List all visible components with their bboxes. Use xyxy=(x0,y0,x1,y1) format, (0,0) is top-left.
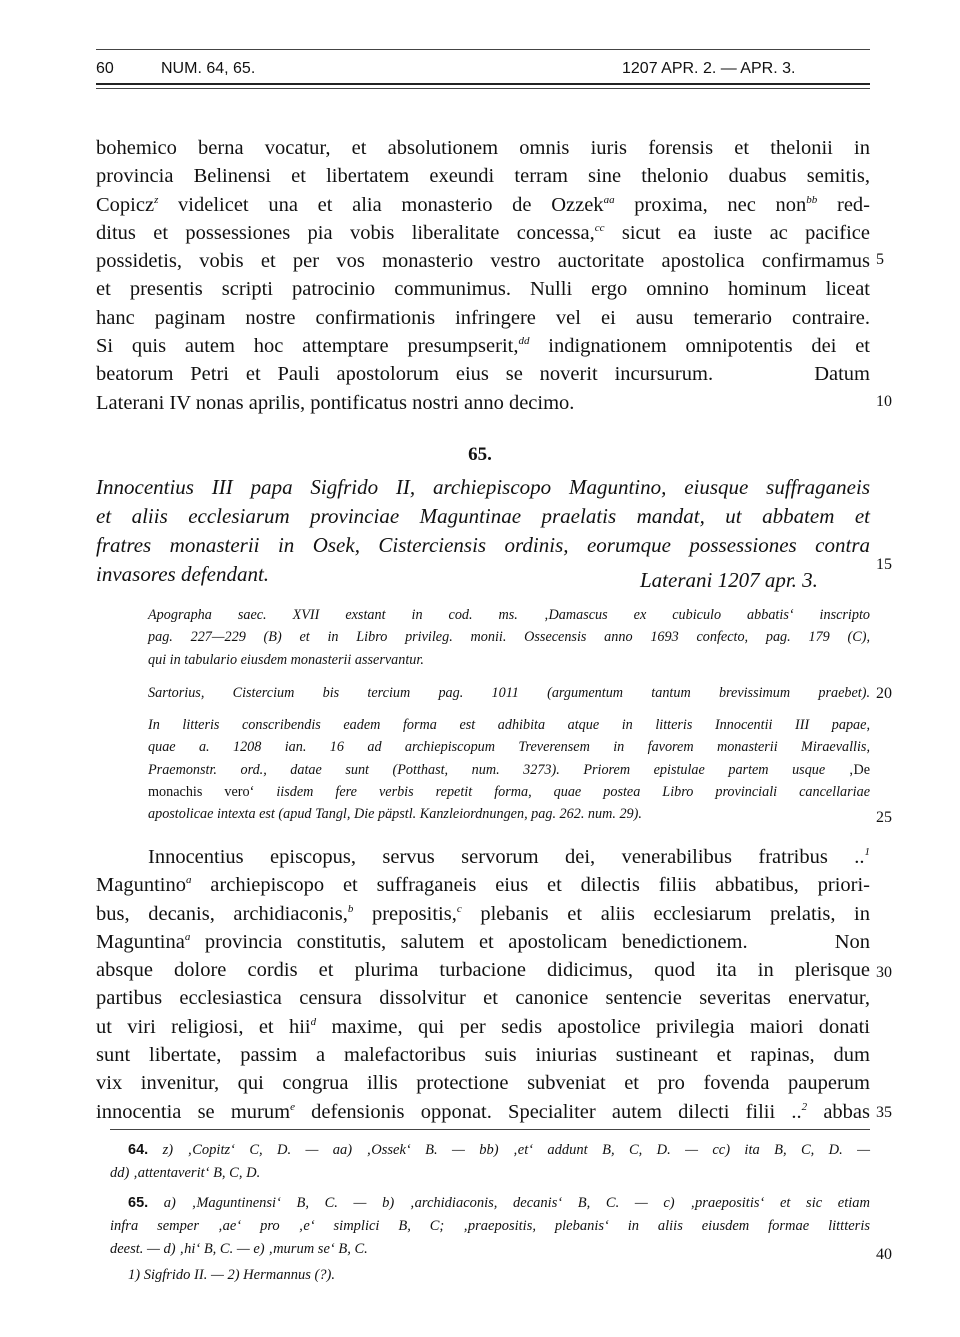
footnotes-65 xyxy=(110,1192,870,1261)
body-line: Copicz$^z$ videlicet una et alia monasterio de Ozzek$^{aa}$ proxima, nec non$^{bb}$ red- xyxy=(96,193,870,216)
line-number: 20 xyxy=(876,685,892,702)
apparatus-marker: bb xyxy=(806,193,818,206)
apparatus-marker: dd xyxy=(518,335,530,348)
body-line: bohemico berna vocatur, et absolutionem omnis iuris forensis et thelonii in xyxy=(96,137,870,159)
footnotes-numbered xyxy=(110,1264,870,1287)
footnote-text: dd) ‚attentaverit‘ B, C, D. xyxy=(110,1165,261,1181)
body-line: Si quis autem hoc attemptare presumpserit,$^{dd}$ indignationem omnipotentis dei et xyxy=(96,335,870,358)
remark-notes xyxy=(148,714,870,825)
note-line: quae a. 1208 ian. 16 ad archiepiscopum Treverensem in favorem monasterii Miraevallis, xyxy=(148,739,870,756)
footnote-line xyxy=(110,1192,870,1215)
place-date: Laterani 1207 apr. 3. xyxy=(640,568,818,592)
footnote-label: 65. xyxy=(128,1195,149,1211)
header-date-range: 1207 APR. 2. — APR. 3. xyxy=(622,60,796,77)
body-line: absque dolore cordis et plurima turbacione didicimus, quod ita in plerisque xyxy=(96,959,870,982)
note-line: apostolicae intexta est (apud Tangl, Die päpstl. Kanzleiordnungen, pag. 262. num. 29). xyxy=(148,806,642,823)
body-line: bus, decanis, archidiaconis,$^b$ prepositis,$^c$ plebanis et aliis ecclesiarum prelatis, in xyxy=(96,902,871,925)
footnote-text: 1) Sigfrido II. — 2) Hermannus (?). xyxy=(128,1267,336,1283)
body-line: vix invenitur, qui congrua illis protectione subveniat et pro fovenda pauperum xyxy=(96,1072,870,1095)
body-line: ditus et possessiones pia vobis liberalitate concessa,$^{cc}$ sicut ea iuste ac pacifice xyxy=(96,221,870,244)
header-rule-thin xyxy=(96,88,870,89)
apparatus-marker: aa xyxy=(603,193,615,206)
note-segment: Praemonstr. ord., datae sunt (Potthast, num. 3273). Priorem epistulae partem usque xyxy=(148,761,826,778)
body-line: beatorum Petri et Pauli apostolorum eius se noverit incursurum. Datum xyxy=(96,363,870,386)
note-line: pag. 227—229 (B) et in Libro privileg. monii. Ossecensis anno 1693 confecto, pag. 179 (C), xyxy=(148,629,870,646)
apparatus-marker: a xyxy=(184,931,191,944)
tradition-notes xyxy=(148,604,870,671)
note-line: qui in tabulario eiusdem monasterii asservantur. xyxy=(148,651,424,668)
note-line xyxy=(148,759,870,781)
edition-note xyxy=(148,682,870,704)
line-number: 25 xyxy=(876,809,892,826)
line-number: 35 xyxy=(876,1104,892,1121)
body-line: provincia Belinensi et libertatem exeundi terram sine thelonio duabus semitis, xyxy=(96,165,870,188)
body-line: Maguntina$^a$ provincia constitutis, salutem et apostolicam benedictionem. Non xyxy=(96,930,870,953)
note-line xyxy=(148,781,870,803)
apparatus-marker: d xyxy=(310,1015,317,1028)
header-top-rule xyxy=(96,49,870,50)
body-line: Innocentius episcopus, servus servorum dei, venerabilibus fratribus ..$^1$ xyxy=(148,846,870,868)
apparatus-marker: e xyxy=(290,1100,295,1113)
footnote-rule xyxy=(110,1129,870,1130)
footnote-line xyxy=(110,1238,870,1261)
quoted-incipit: ‚De xyxy=(848,761,870,778)
doc65-body xyxy=(96,843,870,1126)
body-line: innocentia se murum$^e$ defensionis opponat. Specialiter autem dilecti filii ..$^2$ abbas xyxy=(96,1100,871,1123)
apparatus-marker: 2 xyxy=(801,1100,808,1113)
apparatus-marker: cc xyxy=(594,222,605,235)
footnote-text: z) ‚Copitz‘ C, D. — aa) ‚Ossek‘ B. — bb) ‚et‘ addunt B, C, D. — cc) ita B, C, D. — xyxy=(162,1142,871,1158)
apparatus-marker: 1 xyxy=(864,846,870,859)
line-number: 5 xyxy=(876,251,884,268)
footnote-line xyxy=(110,1215,870,1238)
body-line: sunt libertate, passim a malefactoribus suis iniurias sustineant et rapinas, dum xyxy=(96,1044,870,1067)
body-line: ut viri religiosi, et hii$^d$ maxime, qui per sedis apostolice privilegia maiori donati xyxy=(96,1015,870,1038)
line-number: 30 xyxy=(876,964,892,981)
apparatus-marker: b xyxy=(347,902,354,915)
body-line: hanc paginam nostre confirmationis infringere vel ei ausu temerario contraire. xyxy=(96,306,870,329)
regest-line: Innocentius III papa Sigfrido II, archiepiscopo Maguntino, eiusque suffraganeis xyxy=(96,475,870,499)
body-line: Laterani IV nonas aprilis, pontificatus nostri anno decimo. xyxy=(96,391,575,414)
body-line: possidetis, vobis et per vos monasterio vestro auctoritate apostolica confirmamus xyxy=(96,250,870,273)
regest-line: fratres monasterii in Osek, Cisterciensis ordinis, eorumque possessiones contra xyxy=(96,533,870,557)
footnote-line xyxy=(110,1162,870,1185)
doc64-body xyxy=(96,134,870,417)
note-line: In litteris conscribendis eadem forma est adhibita atque in litteris Innocentii III papae, xyxy=(148,717,870,733)
footnote-label: 64. xyxy=(128,1142,149,1158)
line-number: 40 xyxy=(876,1246,892,1263)
footnotes-64 xyxy=(110,1139,870,1185)
quoted-incipit: monachis vero‘ xyxy=(148,783,255,800)
regest-line: et aliis ecclesiarum provinciae Maguntinae praelatis mandat, ut abbatem et xyxy=(96,504,870,528)
apparatus-marker: z xyxy=(154,193,159,206)
footnote-text: deest. — d) ‚hi‘ B, C. — e) ‚murum se‘ B, C. xyxy=(110,1241,368,1257)
body-line: partibus ecclesiastica censura dissolvitur et canonice sentencie severitas enervatur, xyxy=(96,987,870,1010)
note-segment: iisdem fere verbis repetit forma, quae postea Libro provinciali cancellariae xyxy=(276,783,871,800)
note-line: Sartorius, Cistercium bis tercium pag. 1011 (argumentum tantum brevissimum praebet). xyxy=(148,685,870,701)
line-number: 10 xyxy=(876,393,892,410)
apparatus-marker: c xyxy=(456,902,462,915)
document-number: 65. xyxy=(468,444,492,465)
running-header xyxy=(96,60,870,80)
line-number: 15 xyxy=(876,556,892,573)
body-line: et presentis scripti patrocinio communimus. Nulli ergo omnino hominum liceat xyxy=(96,278,870,301)
regest-line: invasores defendant. xyxy=(96,562,270,586)
footnote-text: infra semper ‚ae‘ pro ‚e‘ simplici B, C; ‚praepositis, plebanis‘ in aliis eiusdem formae littteris xyxy=(110,1218,870,1234)
footnote-line xyxy=(110,1139,870,1162)
note-line: Apographa saec. XVII exstant in cod. ms. ‚Damascus ex cubiculo abbatis‘ inscripto xyxy=(148,607,870,623)
header-section: NUM. 64, 65. xyxy=(161,60,256,77)
body-line: Maguntino$^a$ archiepiscopo et suffraganeis eius et dilectis filiis abbatibus, priori- xyxy=(96,874,870,897)
footnote-text: a) ‚Maguntinensi‘ B, C. — b) ‚archidiaconis, decanis‘ B, C. — c) ‚praepositis‘ et sic etiam xyxy=(163,1195,870,1211)
page-number: 60 xyxy=(96,60,114,77)
apparatus-marker: a xyxy=(185,874,192,887)
footnote-line xyxy=(110,1264,870,1287)
header-rule-thick xyxy=(96,83,870,85)
